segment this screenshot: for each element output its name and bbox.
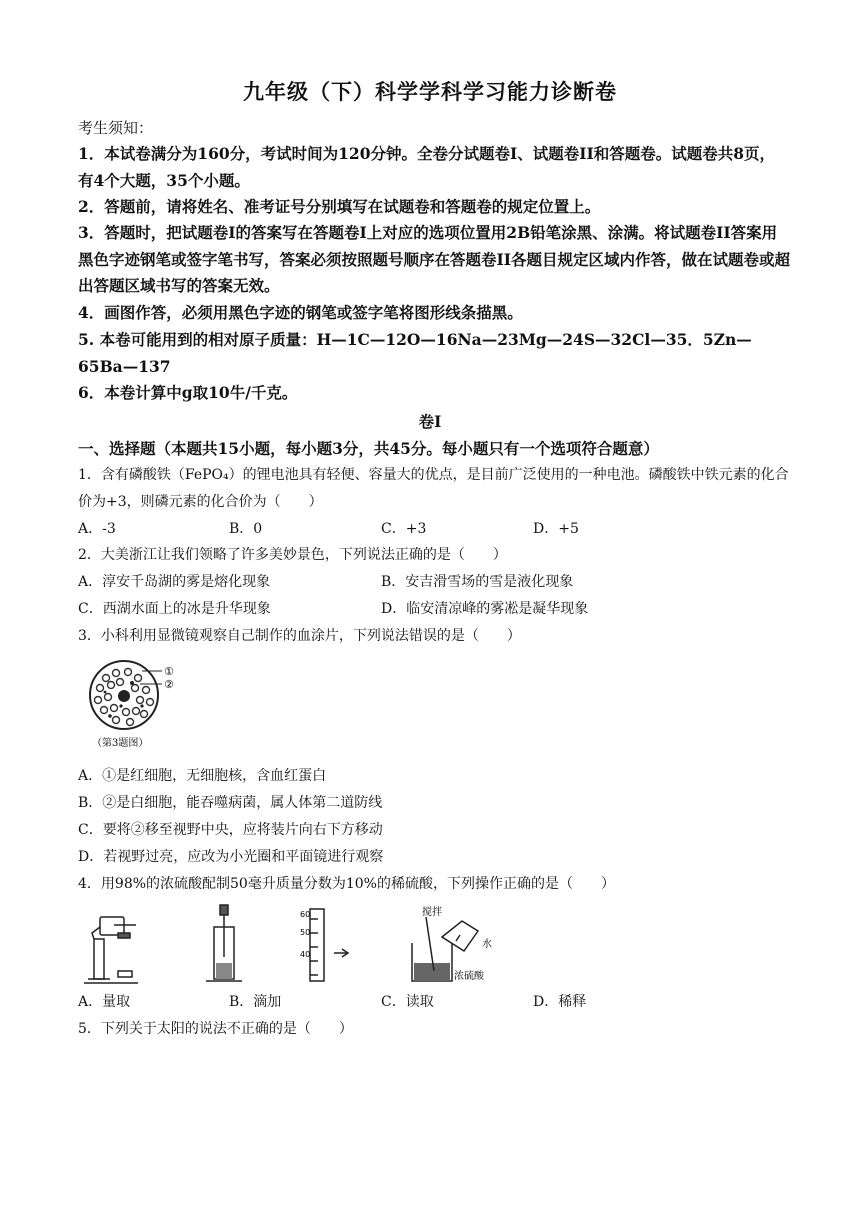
- q1-option-a: A．-3: [78, 521, 116, 537]
- q3-option-a: A．①是红细胞，无细胞核，含血红蛋白: [78, 768, 327, 784]
- q4-option-d: D．稀释: [533, 994, 587, 1010]
- q2-option-c: C．西湖水面上的冰是升华现象: [78, 601, 271, 617]
- q3-option-b: B．②是白细胞，能吞噬病菌，属人体第二道防线: [78, 795, 383, 811]
- question-2-options-row1: [78, 569, 790, 596]
- fig3-label-1: ①: [164, 665, 174, 678]
- dilution-operations-figure: [78, 903, 498, 987]
- graduated-cylinder-b: [206, 905, 242, 981]
- scale-tick-60: 60: [300, 910, 311, 919]
- question-2-options-row2: [78, 596, 790, 623]
- q4-option-b: B．滴加: [229, 994, 282, 1010]
- notice-item-2: 2．答题前，请将姓名、准考证号分别填写在试题卷和答题卷的规定位置上。: [78, 197, 601, 216]
- fig3-label-2: ②: [164, 678, 174, 691]
- page-title: 九年级（下）科学学科学习能力诊断卷: [243, 79, 617, 104]
- blood-smear-figure: [80, 654, 195, 758]
- q2-option-b: B．安吉滑雪场的雪是液化现象: [381, 574, 574, 590]
- water-label: 水: [482, 939, 492, 950]
- graduated-cylinder-a: [84, 917, 138, 983]
- question-2-stem: 2．大美浙江让我们领略了许多美妙景色，下列说法正确的是（ ）: [78, 547, 507, 563]
- q2-option-a: A．淳安千岛湖的雾是熔化现象: [78, 574, 271, 590]
- notice-item-3: 3．答题时，把试题卷I的答案写在答题卷I上对应的选项位置用2B铅笔涂黑、涂满。将试题卷II答案用黑色字迹钢笔或签字笔书写，答案必须按照题号顺序在答题卷II各题目规定区域内作答，做在试题卷或超出答题区域书写的答案无效。: [78, 223, 791, 295]
- notice-item-1: 1．本试卷满分为160分，考试时间为120分钟。全卷分试题卷I、试题卷II和答题卷。试题卷共8页，有4个大题，35个小题。: [78, 144, 776, 190]
- notice-item-6: 6．本卷计算中g取10牛/千克。: [78, 383, 298, 402]
- stir-label: 搅拌: [422, 907, 442, 918]
- q1-option-b: B．0: [229, 521, 263, 537]
- question-1-options: [78, 516, 790, 543]
- question-3-stem: 3．小科利用显微镜观察自己制作的血涂片，下列说法错误的是（ ）: [78, 628, 521, 644]
- q2-option-d: D．临安清凉峰的雾凇是凝华现象: [381, 601, 589, 617]
- fig3-caption: （第3题图）: [92, 738, 149, 749]
- dilution-diagram: [78, 903, 498, 987]
- q3-option-d: D．若视野过亮，应改为小光圈和平面镜进行观察: [78, 849, 384, 865]
- q3-option-c: C．要将②移至视野中央，应将装片向右下方移动: [78, 822, 383, 838]
- question-1-stem: 1．含有磷酸铁（FePO₄）的锂电池具有轻便、容量大的优点，是目前广泛使用的一种电池。磷酸铁中铁元素的化合价为+3，则磷元素的化合价为（ ）: [78, 467, 789, 510]
- scale-tick-40: 40: [300, 950, 311, 959]
- notice-item-5: 5. 本卷可能用到的相对原子质量：H—1C—12O—16Na—23Mg—24S—32Cl—35．5Zn—65Ba—137: [78, 330, 752, 376]
- q4-option-a: A．量取: [78, 994, 131, 1010]
- question-4-stem: 4．用98%的浓硫酸配制50毫升质量分数为10%的稀硫酸，下列操作正确的是（ ）: [78, 876, 615, 892]
- notice-item-4: 4．画图作答，必须用黑色字迹的钢笔或签字笔将图形线条描黑。: [78, 303, 523, 322]
- q1-option-c: C．+3: [381, 521, 427, 537]
- q4-option-c: C．读取: [381, 994, 434, 1010]
- section-heading: 一、选择题（本题共15小题，每小题3分，共45分。每小题只有一个选项符合题意）: [78, 439, 659, 458]
- cylinder-scale-c: [310, 909, 348, 981]
- volume-heading: 卷I: [418, 412, 442, 431]
- scale-tick-50: 50: [300, 928, 311, 937]
- q1-option-d: D．+5: [533, 521, 579, 537]
- question-5-stem: 5．下列关于太阳的说法不正确的是（ ）: [78, 1021, 353, 1037]
- question-4-options: [78, 989, 790, 1016]
- blood-smear-diagram: [80, 654, 195, 758]
- notice-heading: 考生须知：: [78, 119, 154, 137]
- acid-label: 浓硫酸: [454, 971, 484, 982]
